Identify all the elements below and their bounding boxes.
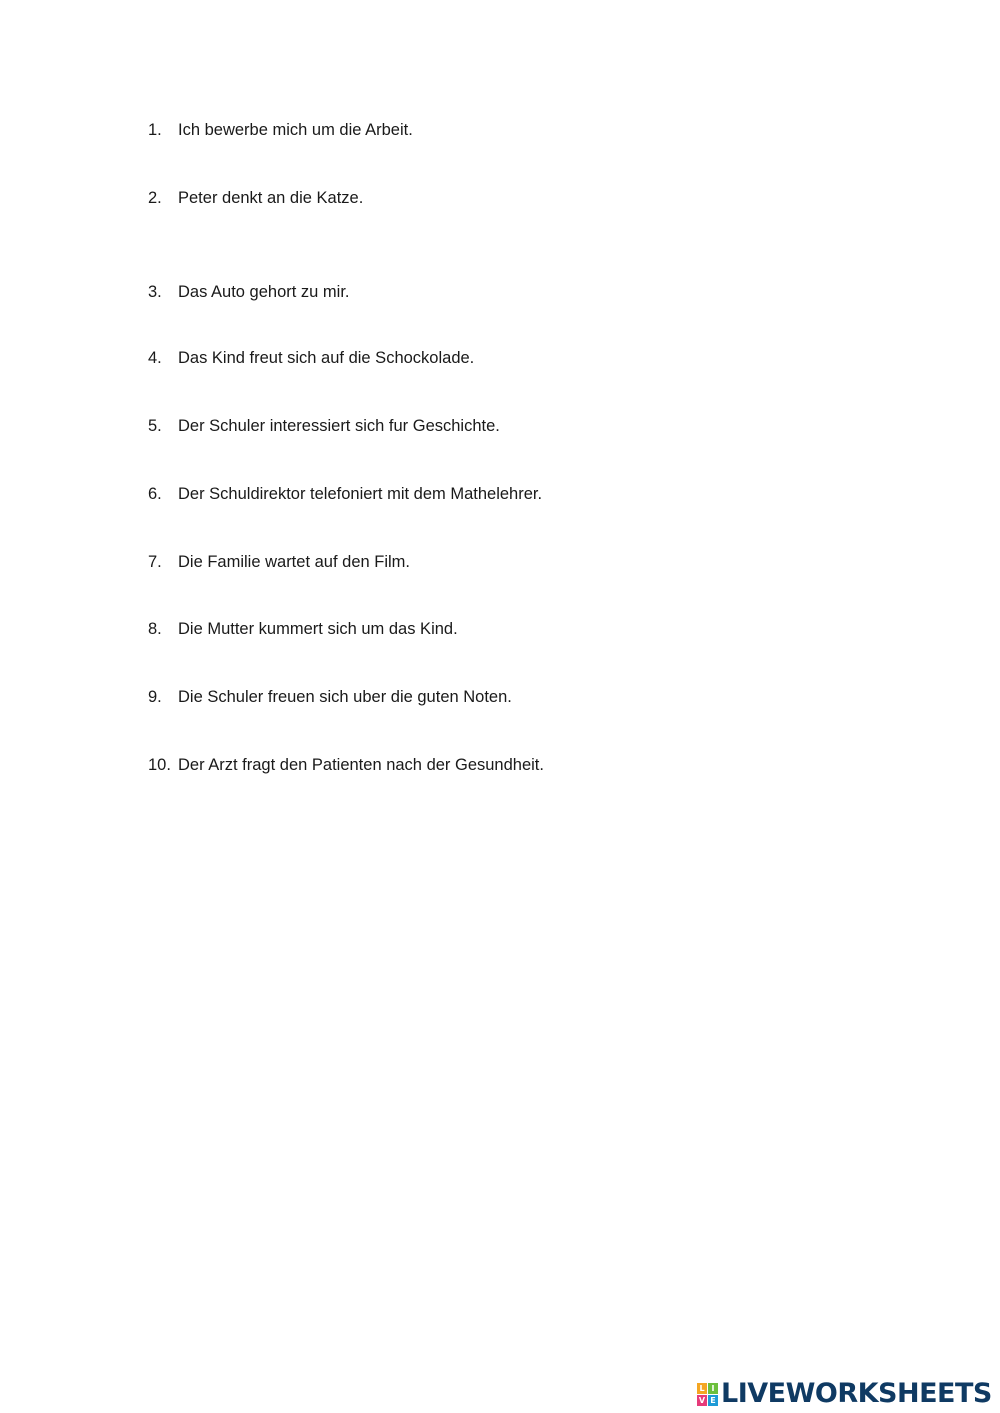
logo-block-i: I <box>708 1383 718 1394</box>
item-text: Ich bewerbe mich um die Arbeit. <box>178 121 413 139</box>
item-number: 3. <box>148 283 162 301</box>
logo-block-e: E <box>708 1395 718 1406</box>
item-text: Der Schuldirektor telefoniert mit dem Mathelehrer. <box>178 485 543 503</box>
item-number: 4. <box>148 349 162 367</box>
list-item <box>148 753 544 777</box>
list-item <box>148 482 542 506</box>
item-text: Das Auto gehort zu mir. <box>178 283 350 301</box>
item-text: Peter denkt an die Katze. <box>178 189 364 207</box>
item-text: Die Mutter kummert sich um das Kind. <box>178 620 458 638</box>
logo-block-v: V <box>698 1395 706 1405</box>
item-number: 10. <box>148 756 171 774</box>
list-item <box>148 118 413 142</box>
list-item <box>148 550 410 574</box>
item-text: Der Arzt fragt den Patienten nach der Gesundheit. <box>178 756 544 774</box>
list-item <box>148 617 458 641</box>
item-number: 8. <box>148 620 162 638</box>
logo-wordmark: LIVEWORKSHEETS <box>721 1378 992 1409</box>
item-text: Das Kind freut sich auf die Schockolade. <box>178 349 475 367</box>
list-item <box>148 414 500 438</box>
logo-block-l: L <box>697 1383 707 1394</box>
item-number: 1. <box>148 121 162 139</box>
liveworksheets-logo-icon <box>697 1383 718 1406</box>
item-number: 6. <box>148 485 162 503</box>
list-item <box>148 346 474 370</box>
item-text: Die Familie wartet auf den Film. <box>178 553 410 571</box>
liveworksheets-logo <box>697 1378 992 1410</box>
item-number: 7. <box>148 553 162 571</box>
item-number: 5. <box>148 417 162 435</box>
item-number: 2. <box>148 189 162 207</box>
list-item <box>148 685 512 709</box>
item-number: 9. <box>148 688 162 706</box>
list-item <box>148 280 350 304</box>
list-item <box>148 186 363 210</box>
item-text: Der Schuler interessiert sich fur Geschichte. <box>178 417 500 435</box>
item-text: Die Schuler freuen sich uber die guten Noten. <box>178 688 512 706</box>
